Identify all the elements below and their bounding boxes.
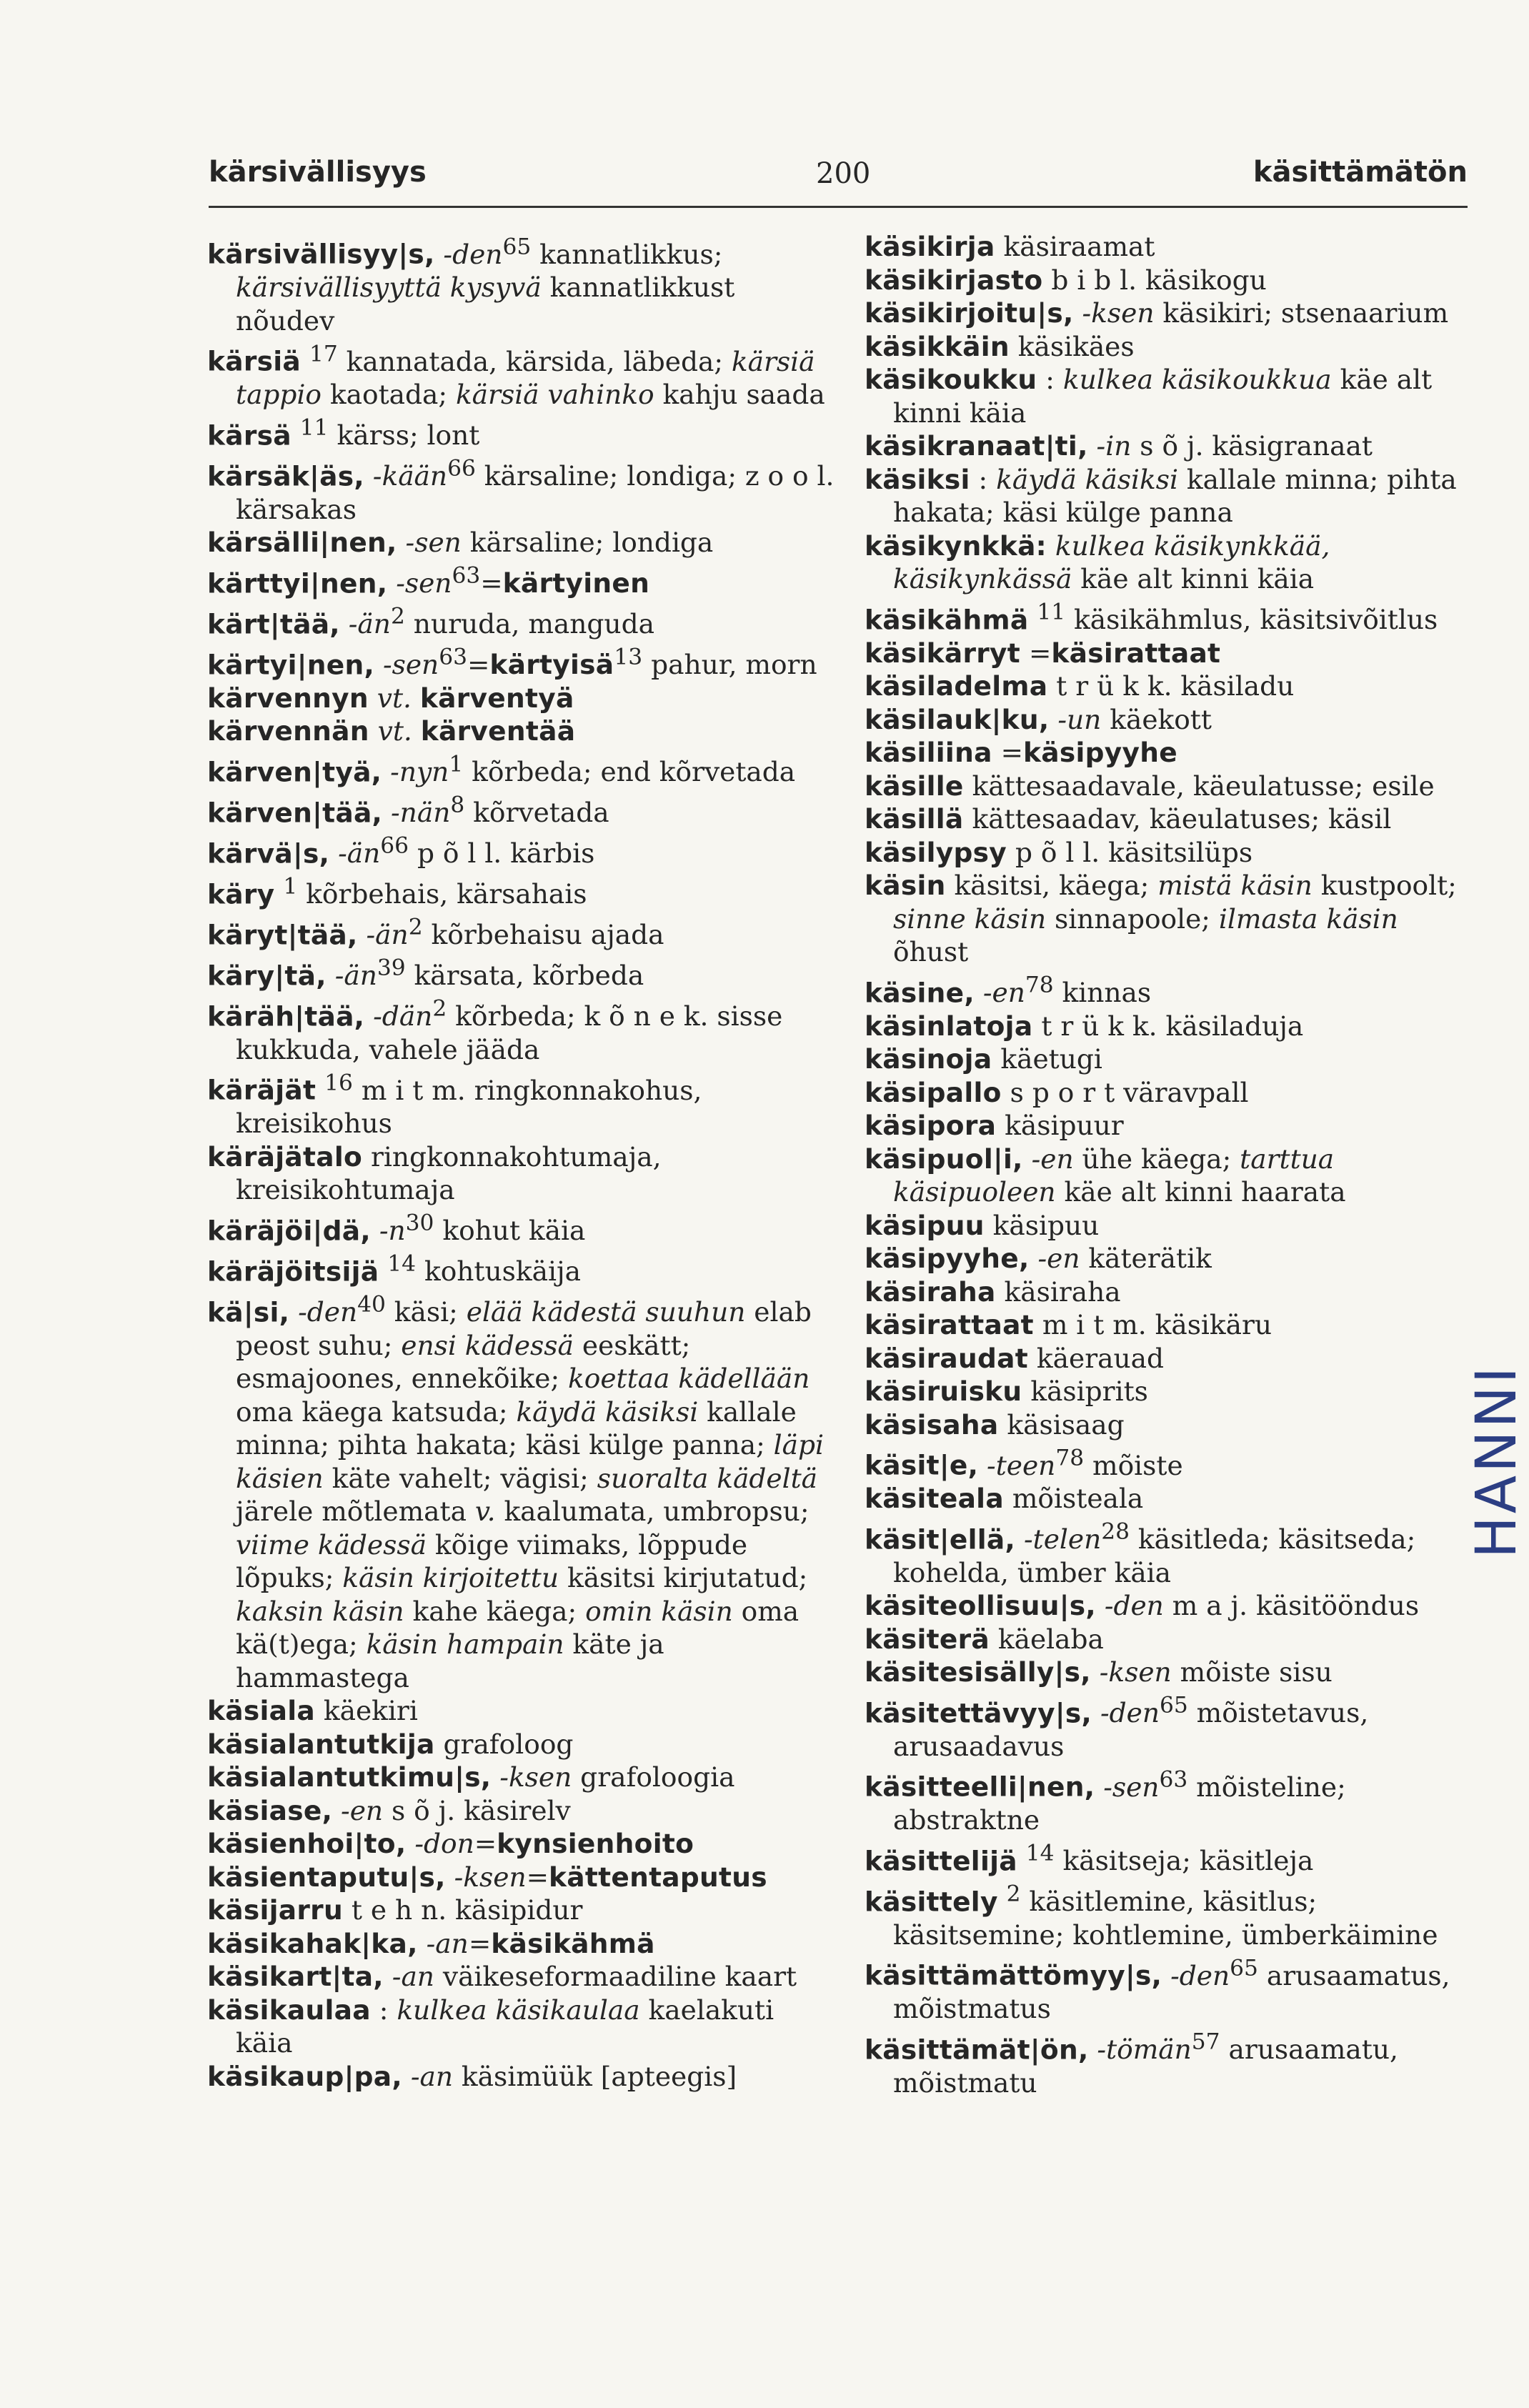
entry-headword: kärven|tyä, [207,756,382,787]
dictionary-entry [865,1441,1465,1482]
dictionary-entry [207,789,836,830]
entry-definition: $-än^{39}$ kärsata, kõrbeda [334,955,644,991]
entry-headword: käsit|ellä, [865,1523,1016,1555]
dictionary-entry [865,1342,1465,1375]
entry-definition: -an käsimüük [apteegis] [410,2060,737,2092]
entry-headword: kärtyi|nen, [207,649,375,680]
entry-headword: kärsälli|nen, [207,527,397,558]
entry-definition: -nän$^8$ kõrvetada [391,792,609,828]
entry-headword: käsiase, [207,1794,333,1826]
entry-definition: -nyn$^1$ kõrbeda; end kõrvetada [390,751,796,787]
entry-definition: -kään$^{66}$ kärsaline; londiga; z o o l. kärsakas [236,455,835,525]
entry-definition: $^2$ käsitlemine, käsitlus; käsitsemine; kohtlemine, ümberkäimine [893,1881,1438,1951]
entry-definition: käsiraamat [995,231,1155,262]
entry-headword: käsine, [865,977,975,1008]
dictionary-entry [865,429,1465,463]
entry-definition: $^{16}$ m i t m. ringkonnakohus, kreisikohus [236,1070,702,1139]
dictionary-entry [207,1694,836,1728]
entry-definition: -dän$^2$ kõrbeda; k õ n e k. sisse kukkuda, vahele jääda [236,995,783,1065]
right-column [865,230,1465,2099]
entry-headword: käsin [865,870,946,901]
entry-definition: grafoloog [434,1728,574,1760]
entry-definition: $-en^{78}$ kinnas [982,972,1152,1008]
entry-definition: mõisteala [1003,1483,1144,1514]
dictionary-entry [207,1066,836,1140]
entry-headword: käsipyyhe, [865,1243,1030,1274]
dictionary-entry [207,1140,836,1207]
dictionary-entry [865,1408,1465,1442]
dictionary-entry [865,1516,1465,1590]
left-column [207,230,836,2093]
entry-headword: käsikaup|pa, [207,2060,402,2092]
entry-definition: $-än^2$ kõrbehaisu ajada [366,914,664,950]
entry-headword: käsipuu [865,1209,985,1241]
entry-headword: käsiruisku [865,1375,1022,1407]
dictionary-entry [207,641,836,682]
entry-definition: $^{14}$ kohtuskäija [387,1250,581,1287]
entry-headword: käry [207,878,275,910]
dictionary-entry [207,412,836,452]
dictionary-entry [865,2026,1465,2100]
page-header [209,150,1468,200]
entry-headword: käsinoja [865,1043,992,1075]
entry-definition: t e h n. käsipidur [342,1894,583,1926]
entry-headword: käräjätalo [207,1140,363,1173]
dictionary-entry [865,1109,1465,1143]
entry-headword: käsitteelli|nen, [865,1771,1095,1803]
entry-definition: -telen$^{28}$ käsitleda; käsitseda; kohelda, ümber käia [893,1518,1416,1588]
dictionary-entry [865,1076,1465,1110]
entry-headword: käräh|tää, [207,1000,365,1032]
dictionary-entry [865,736,1465,770]
dictionary-entry [865,1375,1465,1408]
entry-headword: käsillä [865,803,964,835]
entry-headword: kärsä [207,419,292,451]
entry-headword: käsikähmä [865,604,1029,635]
dictionary-entry [207,1960,836,1994]
entry-definition: -tömän$^{57}$ arusaamatu, mõistmatu [893,2029,1398,2099]
entry-definition: -den$^{40}$ käsi; elää kädestä suuhun elab peost suhu; ensi kädessä eeskätt; esmajoones, ennekõike; koettaa kädellään oma käega katsuda; käydä käsiksi kallale minna; pihta hakata; käsi külge panna; läpi käsien käte vahelt; vägisi; suoralta kädeltä järele mõtlemata v. kaalumata, umbropsu; viime kädessä kõige viimaks, lõppude lõpuks; käsin kirjoitettu käsitsi kirjutatud; kaksin käsin kahe käega; omin käsin oma kä(t)ega; käsin hampain käte ja hammastega [236,1291,824,1693]
entry-definition: $^{17}$ kannatada, kärsida, läbeda; kärsiä tappio kaotada; kärsiä vahinko kahju saada [236,341,825,410]
dictionary-entry [207,1728,836,1761]
dictionary-entry [865,463,1465,529]
entry-definition: $^{11}$ käsikähmlus, käsitsivõitlus [1037,599,1438,635]
entry-headword: käsitettävyy|s, [865,1697,1092,1728]
dictionary-entry [207,1248,836,1288]
entry-headword: käsipallo [865,1076,1002,1108]
dictionary-entry [865,637,1465,670]
dictionary-entry [865,1623,1465,1656]
entry-definition: käelaba [989,1623,1104,1655]
entry-definition: -den m a j. käsitööndus [1104,1590,1420,1621]
dictionary-entry [207,911,836,952]
entry-headword: käsipuol|i, [865,1143,1023,1175]
entry-headword: käsienhoi|to, [207,1828,407,1859]
entry-definition: =käsipyyhe [992,737,1178,768]
dictionary-entry [865,1010,1465,1043]
entry-headword: käsiraha [865,1275,996,1308]
entry-headword: käsikahak|ka, [207,1927,418,1959]
entry-definition: : kulkea käsikoukkua käe alt kinni käia [893,364,1433,429]
entry-definition: -den$^{65}$ arusaamatus, mõistmatus [893,1955,1450,2024]
entry-headword: käsientaputu|s, [207,1861,446,1893]
entry-definition: : käydä käsiksi kallale minna; pihta hakata; käsi külge panna [893,463,1457,528]
dictionary-entry [207,1994,836,2060]
entry-headword: käsikkäin [865,330,1010,362]
dictionary-entry [865,330,1465,364]
entry-definition: kulkea käsikynkkää, käsikynkässä käe alt kinni käia [893,529,1330,594]
entry-definition: $-n^{30}$ kohut käia [379,1210,586,1246]
entry-headword: kärvennän [207,715,369,747]
entry-headword: käsipora [865,1110,997,1141]
dictionary-entry [207,1288,836,1695]
entry-definition: t r ü k k. käsiladuja [1032,1010,1304,1042]
entry-headword: käsittelijä [865,1845,1017,1876]
dictionary-entry [207,337,836,412]
entry-headword: käsikärryt [865,637,1021,669]
dictionary-entry [865,869,1465,969]
dictionary-entry [207,1861,836,1894]
dictionary-entry [865,1951,1465,2026]
dictionary-entry [207,2060,836,2094]
entry-definition: m i t m. käsikäru [1033,1309,1272,1340]
dictionary-entry [207,1761,836,1794]
entry-definition: kättesaadav, käeulatuses; käsil [963,803,1392,835]
entry-definition: käerauad [1028,1342,1164,1374]
dictionary-entry [207,559,836,600]
dictionary-entry [865,969,1465,1010]
entry-headword: käsilypsy [865,836,1007,868]
entry-headword: käsikart|ta, [207,1961,384,1992]
entry-headword: käsittely [865,1886,998,1917]
dictionary-entry [865,670,1465,703]
dictionary-entry [207,1927,836,1961]
dictionary-entry [865,836,1465,870]
handwritten-signature: HANNI [1465,1364,1529,1558]
dictionary-entry [865,1589,1465,1623]
entry-definition: -an=käsikähmä [426,1927,655,1959]
entry-definition: käsisaag [998,1408,1125,1441]
entry-headword: käsikynkkä: [865,529,1047,562]
entry-definition: -ksen=kättentaputus [454,1861,767,1893]
entry-headword: käsikirjoitu|s, [865,297,1074,329]
entry-definition: $^{11}$ kärss; lont [299,414,480,451]
entry-definition: -in s õ j. käsigranaat [1096,430,1373,462]
dictionary-entry [865,1689,1465,1763]
entry-headword: käry|tä, [207,960,327,991]
entry-definition: -den$^{65}$ kannatlikkus; kärsivällisyyttä kysyvä kannatlikkust nõudev [236,234,735,337]
entry-definition: käsipuur [996,1110,1124,1141]
entry-headword: käsiteollisuu|s, [865,1590,1096,1621]
entry-definition: -ksen mõiste sisu [1099,1656,1333,1688]
dictionary-entry [865,1763,1465,1837]
entry-definition: käetugi [992,1043,1102,1075]
entry-headword: käsitesisälly|s, [865,1656,1091,1688]
entry-headword: käsit|e, [865,1449,979,1481]
dictionary-entry [865,1878,1465,1952]
entry-headword: käräjöi|dä, [207,1215,371,1246]
header-rule [209,206,1468,208]
entry-headword: käsirattaat [865,1309,1034,1340]
entry-headword: käsinlatoja [865,1010,1033,1042]
entry-headword: käsille [865,770,964,802]
entry-definition: -an väikeseformaadiline kaart [392,1961,797,1992]
entry-headword: käryt|tää, [207,919,358,950]
entry-definition: vt. kärventyä [377,682,574,714]
entry-headword: käsiala [207,1695,315,1726]
dictionary-entry [865,1242,1465,1275]
entry-definition: kättesaadavale, käeulatusse; esile [963,770,1435,802]
dictionary-entry [865,297,1465,330]
entry-definition: -sen$^{63}$=kärtyinen [396,562,650,599]
dictionary-entry [207,230,836,337]
dictionary-entry [207,600,836,641]
right-guide-word: käsittämätön [1252,156,1468,189]
dictionary-entry [207,1794,836,1828]
entry-definition: -don=kynsienhoito [414,1828,694,1859]
dictionary-entry [865,1837,1465,1878]
entry-definition: =käsirattaat [1020,637,1221,669]
entry-definition: käsiprits [1022,1375,1148,1407]
left-guide-word: kärsivällisyys [209,156,427,189]
entry-headword: kärttyi|nen, [207,567,388,599]
dictionary-entry [865,230,1465,264]
entry-definition: : kulkea käsikaulaa kaelakuti käia [236,1994,775,2059]
entry-headword: käsialantutkija [207,1728,435,1760]
entry-headword: käräjät [207,1074,317,1106]
entry-definition: -en käterätik [1037,1243,1212,1274]
entry-definition: käsitsi, käega; mistä käsin kustpoolt; sinne käsin sinnapoole; ilmasta käsin õhust [893,870,1457,967]
dictionary-entry [865,1043,1465,1076]
entry-definition: -ksen käsikiri; stsenaarium [1082,297,1449,329]
entry-definition: -sen$^{63}$=kärtyisä$^{13}$ pahur, morn [382,644,817,680]
entry-headword: käsiksi [865,463,970,495]
dictionary-entry [865,529,1465,596]
entry-definition: t r ü k k. käsiladu [1047,670,1295,702]
entry-definition: s p o r t väravpall [1001,1076,1249,1108]
entry-headword: kärsäk|äs, [207,460,364,492]
entry-headword: kärvennyn [207,682,369,714]
entry-definition: -ksen grafoloogia [499,1761,735,1793]
entry-definition: käekiri [314,1695,418,1726]
dictionary-entry [207,1207,836,1248]
entry-definition: -den$^{65}$ mõistetavus, arusaadavus [893,1692,1369,1762]
entry-definition: b i b l. käsikogu [1042,264,1267,296]
entry-headword: käsijarru [207,1894,343,1926]
entry-headword: käsisaha [865,1408,999,1441]
dictionary-entry [865,1209,1465,1243]
entry-headword: käsikirjasto [865,264,1043,296]
dictionary-entry [207,452,836,527]
entry-headword: käsiteala [865,1483,1004,1514]
entry-headword: käsiterä [865,1623,990,1655]
entry-definition: -un käekott [1057,703,1212,735]
entry-definition: -en ühe käega; tarttua käsipuoleen käe alt kinni haarata [893,1143,1346,1208]
entry-headword: käsikranaat|ti, [865,430,1088,462]
dictionary-entry [865,1482,1465,1516]
entry-headword: kärven|tää, [207,797,383,828]
dictionary-entry [865,1275,1465,1309]
entry-headword: kärvä|s, [207,837,330,869]
dictionary-entry [207,830,836,870]
entry-headword: käsilauk|ku, [865,703,1050,735]
dictionary-entry [865,1143,1465,1209]
entry-headword: käsittämättömyy|s, [865,1959,1162,1991]
dictionary-entry [865,703,1465,737]
dictionary-entry [207,952,836,992]
entry-definition: -sen kärsaline; londiga [405,527,714,558]
dictionary-entry [865,770,1465,803]
dictionary-entry [865,264,1465,297]
entry-headword: käsikaulaa [207,1994,371,2026]
dictionary-entry [865,1656,1465,1689]
entry-definition: p õ l l. käsitsilüps [1007,836,1253,868]
dictionary-entry [207,748,836,789]
dictionary-entry [865,596,1465,637]
entry-definition: käsiraha [995,1275,1121,1308]
entry-definition: $-än^2$ nuruda, manguda [348,603,654,640]
entry-definition: $^{14}$ käsitseja; käsitleja [1025,1840,1314,1876]
entry-headword: käsikoukku [865,364,1037,395]
dictionary-entry [207,715,836,748]
entry-definition: $-än^{66}$ p õ l l. kärbis [338,832,595,869]
dictionary-entry [207,992,836,1067]
entry-headword: käsialantutkimu|s, [207,1761,492,1793]
dictionary-entry [865,1308,1465,1342]
dictionary-entry [207,1827,836,1861]
entry-headword: käsiliina [865,737,992,768]
entry-headword: käsittämät|ön, [865,2034,1089,2065]
dictionary-entry [207,1894,836,1927]
dictionary-entry [865,802,1465,836]
handwritten-margin-note [1433,1315,1529,1615]
entry-headword: käsikirja [865,231,995,262]
entry-definition: käsikäes [1009,330,1135,362]
entry-headword: käsiladelma [865,670,1048,702]
entry-headword: kärsiä [207,345,302,377]
dictionary-entry [207,870,836,911]
entry-headword: käräjöitsijä [207,1255,379,1287]
entry-definition: -en s õ j. käsirelv [341,1794,571,1826]
dictionary-entry [865,363,1465,429]
page-number: 200 [816,157,871,190]
entry-definition: käsipuu [984,1209,1100,1241]
entry-headword: käsiraudat [865,1342,1028,1374]
entry-definition: vt. kärventää [377,715,576,747]
entry-definition: -teen$^{78}$ mõiste [987,1445,1183,1481]
dictionary-entry [207,682,836,715]
entry-definition: $^1$ kõrbehais, kärsahais [283,873,587,910]
entry-headword: kärsivällisyy|s, [207,238,435,270]
entry-headword: kärt|tää, [207,608,340,640]
entry-headword: kä|si, [207,1296,290,1328]
entry-definition: ringkonnakohtumaja, kreisikohtumaja [236,1140,662,1205]
entry-definition: -sen$^{63}$ mõisteline; abstraktne [893,1766,1346,1836]
dictionary-entry [207,526,836,559]
